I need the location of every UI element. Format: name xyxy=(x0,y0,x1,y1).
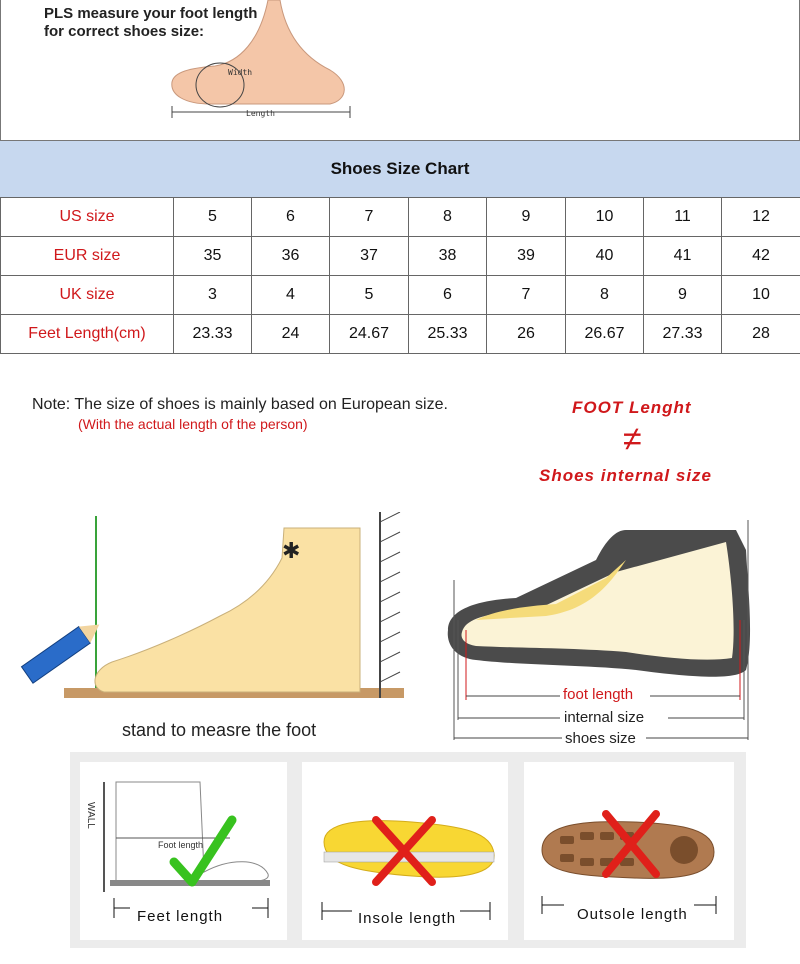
size-row-label: UK size xyxy=(1,276,174,315)
insole-length-caption: Insole length xyxy=(358,910,457,927)
size-cell: 10 xyxy=(566,198,644,237)
foot-length-dimension: foot length xyxy=(563,686,634,703)
size-note: Note: The size of shoes is mainly based on European size. xyxy=(32,396,448,413)
outsole-length-caption: Outsole length xyxy=(577,906,688,923)
size-cell: 40 xyxy=(566,237,644,276)
size-note-sub: (With the actual length of the person) xyxy=(78,416,308,432)
size-row-label: EUR size xyxy=(1,237,174,276)
size-chart-table xyxy=(0,197,800,354)
feet-length-panel xyxy=(80,762,287,940)
size-cell: 25.33 xyxy=(409,315,487,354)
size-cell: 36 xyxy=(252,237,330,276)
size-cell: 39 xyxy=(487,237,566,276)
size-cell: 26 xyxy=(487,315,566,354)
foot-length-heading: FOOT Lenght xyxy=(572,398,692,417)
size-cell: 27.33 xyxy=(644,315,722,354)
size-row xyxy=(1,276,800,315)
stand-foot-illustration xyxy=(20,512,410,712)
size-row xyxy=(1,198,800,237)
size-cell: 9 xyxy=(644,276,722,315)
size-cell: 37 xyxy=(330,237,409,276)
size-cell: 6 xyxy=(252,198,330,237)
foot-outline-illustration xyxy=(160,0,360,130)
size-cell: 8 xyxy=(566,276,644,315)
size-cell: 5 xyxy=(174,198,252,237)
shoes-internal-size-heading: Shoes internal size xyxy=(539,466,712,485)
size-cell: 11 xyxy=(644,198,722,237)
ankle-marker-icon: ✱ xyxy=(282,538,301,563)
size-cell: 35 xyxy=(174,237,252,276)
feet-length-caption: Feet length xyxy=(137,908,224,925)
not-equal-symbol: ≠ xyxy=(623,420,642,458)
size-cell: 42 xyxy=(722,237,800,276)
pencil-icon xyxy=(21,616,105,683)
size-cell: 3 xyxy=(174,276,252,315)
length-label: Length xyxy=(246,109,275,118)
outsole-length-panel xyxy=(524,762,734,940)
size-cell: 4 xyxy=(252,276,330,315)
size-cell: 6 xyxy=(409,276,487,315)
size-row xyxy=(1,315,800,354)
size-cell: 28 xyxy=(722,315,800,354)
foot-length-small-label: Foot length xyxy=(158,840,204,850)
size-cell: 7 xyxy=(487,276,566,315)
size-chart-title: Shoes Size Chart xyxy=(0,140,800,198)
size-cell: 9 xyxy=(487,198,566,237)
width-label: Width xyxy=(228,68,253,77)
size-cell: 8 xyxy=(409,198,487,237)
size-cell: 5 xyxy=(330,276,409,315)
shoes-size-dimension: shoes size xyxy=(565,730,636,747)
size-cell: 7 xyxy=(330,198,409,237)
size-cell: 24 xyxy=(252,315,330,354)
size-cell: 12 xyxy=(722,198,800,237)
size-row xyxy=(1,237,800,276)
size-cell: 24.67 xyxy=(330,315,409,354)
size-cell: 10 xyxy=(722,276,800,315)
size-cell: 38 xyxy=(409,237,487,276)
size-cell: 23.33 xyxy=(174,315,252,354)
wall-label: WALL xyxy=(85,802,96,829)
size-cell: 41 xyxy=(644,237,722,276)
size-cell: 26.67 xyxy=(566,315,644,354)
size-row-label: US size xyxy=(1,198,174,237)
stand-caption: stand to measre the foot xyxy=(122,720,317,740)
insole-length-panel xyxy=(302,762,508,940)
size-row-label: Feet Length(cm) xyxy=(1,315,174,354)
internal-size-dimension: internal size xyxy=(564,709,645,726)
measure-instruction: PLS measure your foot length for correct shoes size: xyxy=(44,5,258,40)
